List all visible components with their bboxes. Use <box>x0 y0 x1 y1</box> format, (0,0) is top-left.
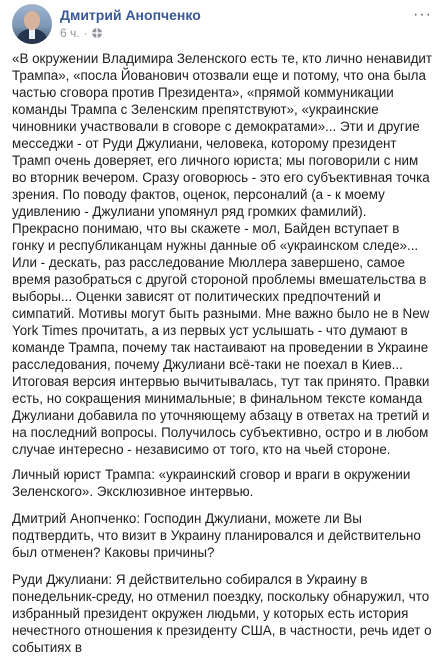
author-avatar[interactable] <box>12 4 52 44</box>
post-header <box>12 0 434 48</box>
post-paragraph-answer: Руди Джулиани: Я действительно собирался в Украину в понедельник-среду, но отменил поездку, поскольку обнаружил, что избранный президент окружен людьми, у которых есть история нечестного отношения к президенту США, в частности, речь идет о событиях в <box>12 572 432 655</box>
more-options-icon[interactable]: ··· <box>413 6 432 23</box>
post-paragraph-headline: Личный юрист Трампа: «украинский сговор и враги в окружении Зеленского». Эксклюзивное интервью. <box>12 467 411 499</box>
author-name[interactable]: Дмитрий Анопченко <box>60 7 201 23</box>
post-timestamp[interactable]: 6 ч. <box>60 26 80 40</box>
separator-dot: · <box>83 26 88 40</box>
post-subline <box>60 25 201 41</box>
post-body <box>12 50 434 656</box>
avatar-shirt <box>29 29 35 39</box>
globe-icon[interactable] <box>92 28 102 38</box>
avatar-head <box>24 11 40 30</box>
post-paragraph-question: Дмитрий Анопченко: Господин Джулиани, можете ли Вы подтвердить, что визит в Украину планировался и действительно был отменен? Каковы причины? <box>12 511 421 560</box>
post-meta <box>60 4 201 41</box>
post-paragraph-intro: «В окружении Владимира Зеленского есть те, кто лично ненавидит Трампа», «посла Йованович отозвали еще и потому, что она была частью сговора против Президента», «прямой коммуникации команды Трампа с Зеленским препятствуют», «украинские чиновники участвовали в сговоре с демократами»... Эти и другие месседжи - от Руди Джулиани, человека, которому президент Трамп очень доверяет, его личного юриста; мы поговорили с ним во вторник вечером. Сразу оговорюсь - это его субъективная точка зрения. По поводу фактов, оценок, персоналий (а - к моему удивлению - Джулиани упомянул ряд громких фамилий). Прекрасно понимаю, что вы скажете - мол, Байден вступает в гонку и республиканцам нужны данные об «украинском следе»... Или - дескать, раз расследование Мюллера завершено, самое время разобраться с другой стороной проблемы вмешательства в выборы... Оценки зависят от политических предпочтений и симпатий. Мотивы могут быть разными. Мне важно было не в New York Times прочитать, а из первых уст услышать - что думают в команде Трампа, почему так настаивают на проведении в Украине расследования, почему Джулиани всё-таки не поехал в Киев... Итоговая версия интервью вычитывалась, тут так принято. Правки есть, но сокращения минимальные; в финальном тексте команда Джулиани добавила по уточняющему абзацу в ответах на третий и на последний вопросы. Получилось субъективно, остро и в любом случае интересно - независимо от того, кто на чьей стороне. <box>12 51 433 457</box>
